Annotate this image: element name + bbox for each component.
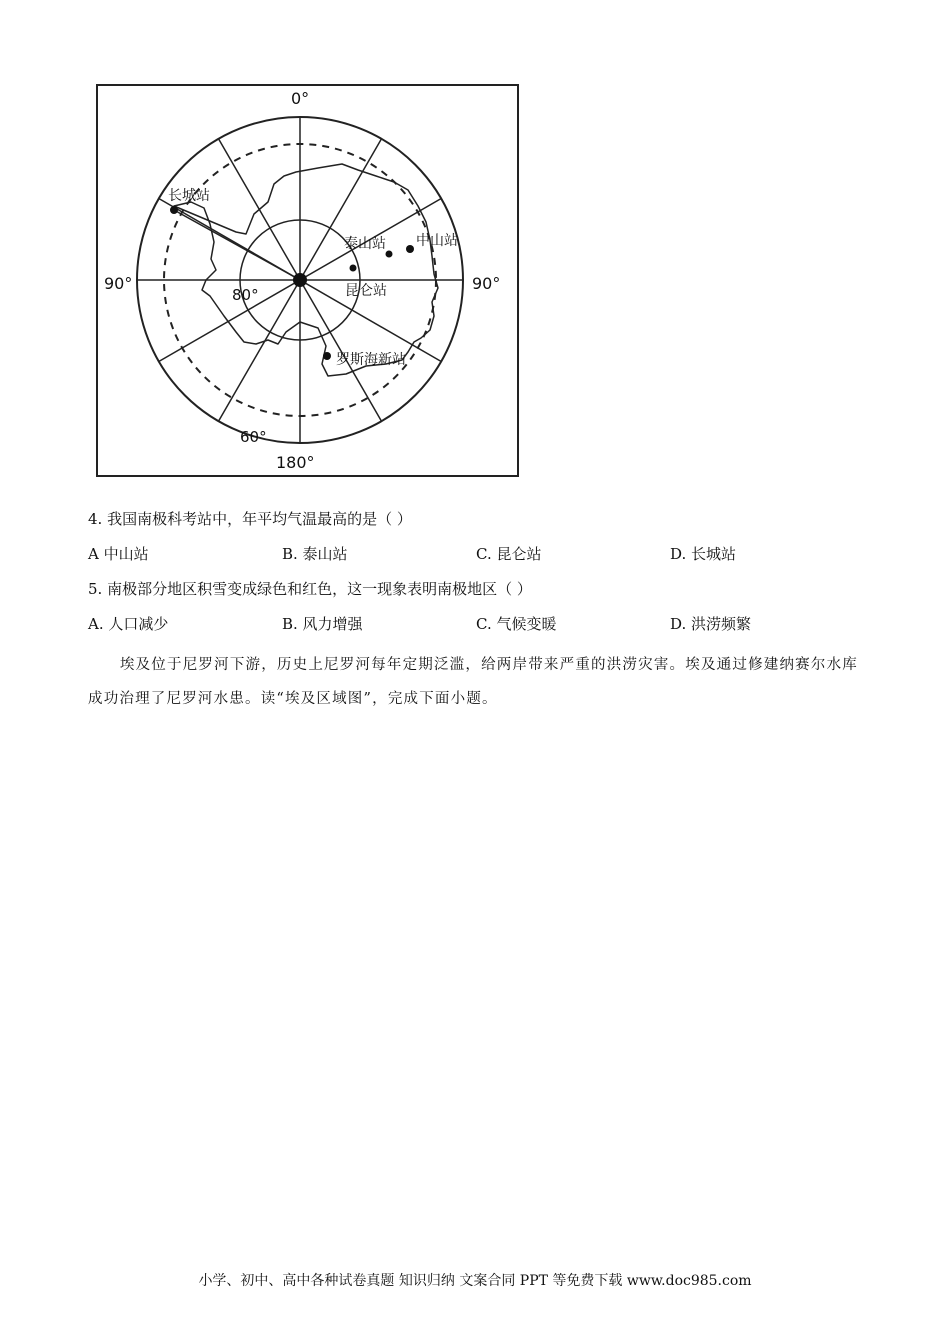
label-0-degree: 0°	[291, 89, 310, 108]
page-footer: 小学、初中、高中各种试卷真题 知识归纳 文案合同 PPT 等免费下载 www.doc985.com	[198, 1273, 752, 1289]
label-luosihai-station: 罗斯海新站	[336, 352, 406, 368]
label-kunlun-station: 昆仑站	[345, 283, 387, 299]
label-taishan-station: 泰山站	[344, 236, 386, 252]
question-4-option-d[interactable]: D. 长城站	[670, 545, 737, 563]
question-4-option-b[interactable]: B. 泰山站	[282, 545, 348, 563]
question-5-option-c[interactable]: C. 气候变暖	[476, 615, 557, 633]
kunlun-station-dot	[350, 265, 357, 272]
label-90-east: 90°	[472, 274, 501, 293]
changcheng-station-dot	[170, 206, 178, 214]
label-60-degree: 60°	[240, 428, 267, 446]
antarctica-map-figure	[96, 84, 520, 478]
question-4-options	[88, 543, 868, 565]
luosihai-station-dot	[323, 352, 331, 360]
question-5-option-b[interactable]: B. 风力增强	[282, 615, 363, 633]
label-90-west: 90°	[104, 274, 133, 293]
south-pole-marker	[293, 273, 307, 287]
antarctica-map	[96, 84, 520, 478]
question-4-option-a[interactable]: A 中山站	[88, 545, 149, 563]
zhongshan-station-dot	[406, 245, 414, 253]
passage-text: 埃及位于尼罗河下游，历史上尼罗河每年定期泛滥，给两岸带来严重的洪涝灾害。埃及通过修建纳赛尔水库成功治理了尼罗河水患。读“埃及区域图”，完成下面小题。	[88, 657, 858, 707]
question-4-option-c[interactable]: C. 昆仑站	[476, 545, 542, 563]
label-changcheng-station: 长城站	[168, 188, 210, 204]
question-5-option-d[interactable]: D. 洪涝频繁	[670, 615, 752, 633]
question-5-stem: 5. 南极部分地区积雪变成绿色和红色，这一现象表明南极地区（ ）	[88, 580, 532, 598]
taishan-station-dot	[386, 251, 393, 258]
label-80-degree: 80°	[232, 286, 259, 304]
question-5-options	[88, 613, 868, 635]
reading-passage	[88, 648, 858, 716]
label-180-degree: 180°	[276, 453, 315, 472]
question-5-option-a[interactable]: A. 人口减少	[88, 615, 169, 633]
label-zhongshan-station: 中山站	[416, 233, 458, 249]
question-4-stem: 4. 我国南极科考站中，年平均气温最高的是（ ）	[88, 510, 412, 528]
